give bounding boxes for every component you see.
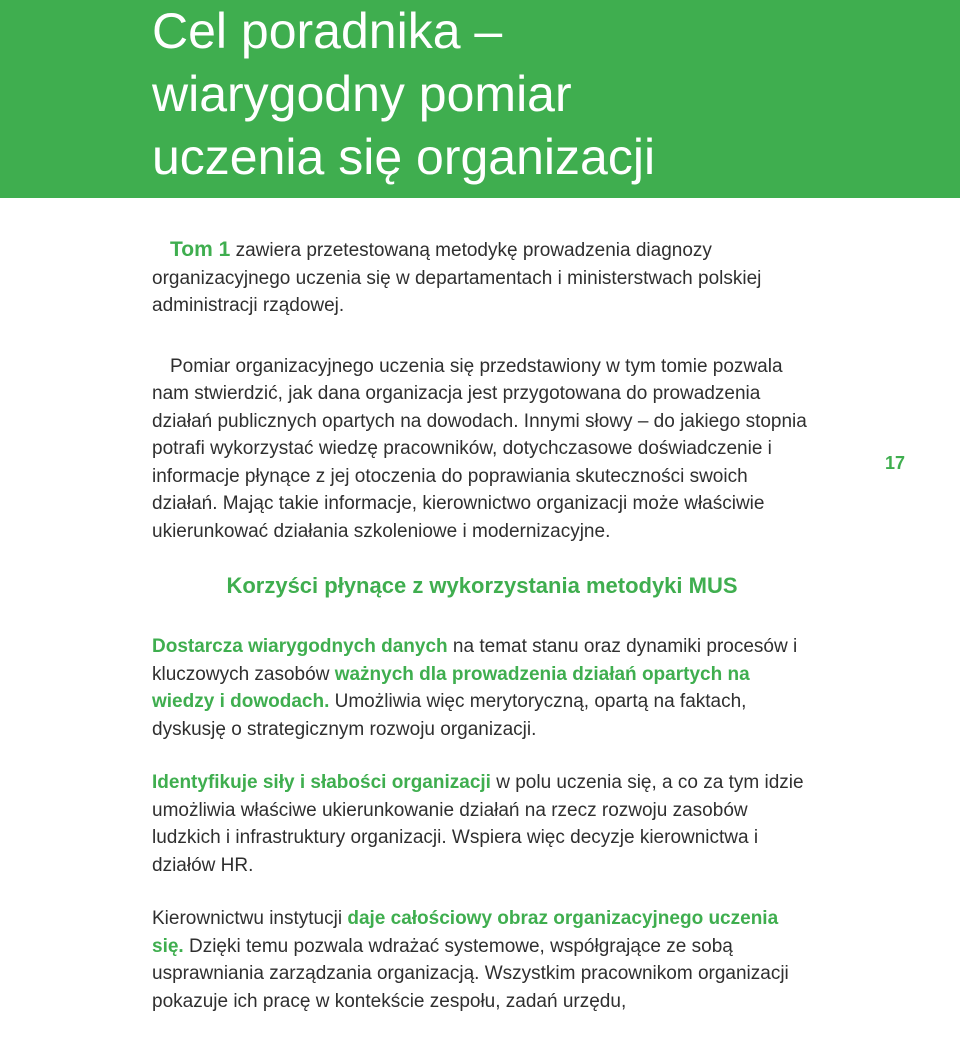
title-line: uczenia się organizacji xyxy=(152,129,656,185)
title-line: Cel poradnika – xyxy=(152,3,503,59)
benefit-highlight: daje całościowy obraz organizacyjnego uczenia się. xyxy=(152,908,779,957)
volume-label: Tom 1 xyxy=(170,238,231,261)
benefit-text: Umożliwia więc merytoryczną, opartą na faktach, dyskusję o strategicznym rozwoju organizacji. xyxy=(152,691,747,740)
benefit-text: Kierownictwu instytucji xyxy=(152,908,348,929)
benefit-paragraph-3 xyxy=(152,905,812,1015)
benefit-lead: Identyfikuje siły i słabości organizacji xyxy=(152,772,491,793)
page-number: 17 xyxy=(885,453,906,473)
benefit-text: w polu uczenia się, a co za tym idzie umożliwia właściwe ukierunkowanie działań na rzecz rozwoju zasobów ludzkich i infrastruktury organizacji. Wspiera więc decyzje kierownictwa i działów HR. xyxy=(152,772,804,876)
title-line: wiarygodny pomiar xyxy=(152,66,572,122)
benefit-paragraph-1 xyxy=(152,633,812,743)
measurement-paragraph xyxy=(152,353,812,546)
benefit-paragraph-2 xyxy=(152,769,812,879)
intro-text: zawiera przetestowaną metodykę prowadzenia diagnozy organizacyjnego uczenia się w departamentach i ministerstwach polskiej administracji rządowej. xyxy=(152,240,762,316)
benefit-lead: Dostarcza wiarygodnych danych xyxy=(152,636,448,657)
benefits-heading: Korzyści płynące z wykorzystania metodyki MUS xyxy=(226,573,738,598)
benefit-text: na temat stanu oraz dynamiki procesów i kluczowych zasobów xyxy=(152,636,798,685)
benefit-highlight: ważnych dla prowadzenia działań opartych na wiedzy i dowodach. xyxy=(152,663,750,712)
main-content xyxy=(152,236,812,1041)
intro-paragraph xyxy=(152,236,812,320)
benefit-text: Dzięki temu pozwala wdrażać systemowe, współgrające ze sobą usprawniania zarządzania organizacją. Wszystkim pracownikom organizacji pokazuje ich pracę w kontekście zespołu, zadań urzędu, xyxy=(152,935,789,1012)
measurement-text: Pomiar organizacyjnego uczenia się przedstawiony w tym tomie pozwala nam stwierdzić, jak dana organizacja jest przygotowana do prowadzenia działań publicznych opartych na dowodach. Innymi słowy – do jakiego stopnia potrafi wykorzystać wiedzę pracowników, dotychczasowe doświadczenie i informacje płynące z jej otoczenia do poprawiania skuteczności swoich działań. Mając takie informacje, kierownictwo organizacji może właściwie ukierunkować działania szkoleniowe i modernizacyjne. xyxy=(152,355,807,542)
header-band xyxy=(0,0,960,198)
page-title xyxy=(152,0,655,189)
